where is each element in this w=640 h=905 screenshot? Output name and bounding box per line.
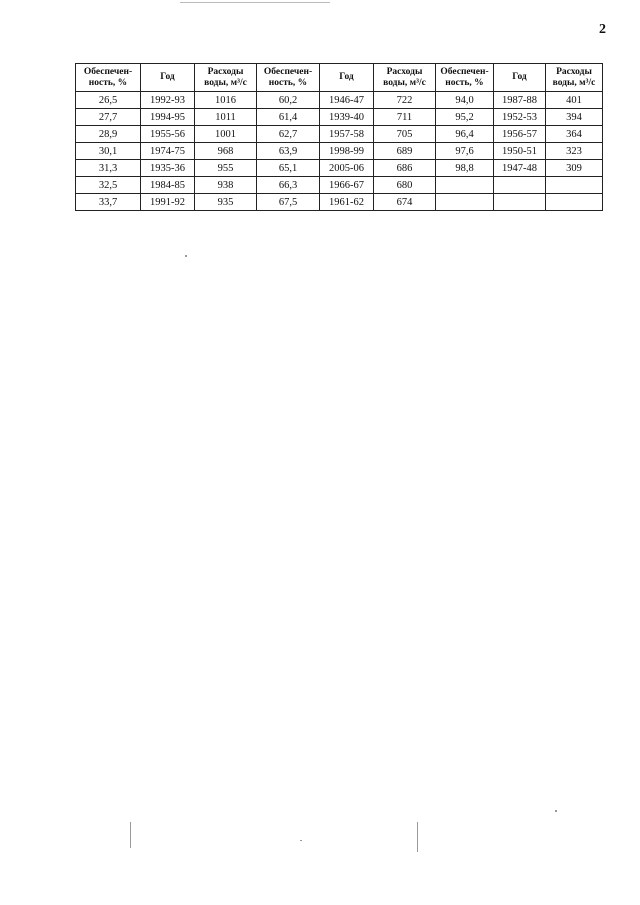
table-cell: 689 [374, 143, 436, 160]
table-cell: 968 [195, 143, 257, 160]
table-cell: 67,5 [257, 194, 320, 211]
column-header [195, 64, 257, 92]
table-cell: 680 [374, 177, 436, 194]
table-row [76, 126, 603, 143]
table-row [76, 109, 603, 126]
column-header [436, 64, 494, 92]
table-cell: 26,5 [76, 92, 141, 109]
table-cell: 95,2 [436, 109, 494, 126]
page-number: 2 [599, 22, 606, 37]
table-cell: 60,2 [257, 92, 320, 109]
table-cell: 66,3 [257, 177, 320, 194]
table-cell: 28,9 [76, 126, 141, 143]
table-cell: 935 [195, 194, 257, 211]
scan-speck [300, 840, 302, 841]
column-header-line1: Расходы [556, 66, 592, 77]
column-header [320, 64, 374, 92]
table-cell: 98,8 [436, 160, 494, 177]
column-header-line1: Год [339, 72, 354, 82]
table-cell [436, 177, 494, 194]
table-cell: 323 [546, 143, 603, 160]
column-header [374, 64, 436, 92]
table-cell: 394 [546, 109, 603, 126]
column-header [76, 64, 141, 92]
column-header-line1: Год [160, 72, 175, 82]
table-cell: 1011 [195, 109, 257, 126]
table-cell: 1961-62 [320, 194, 374, 211]
table-cell: 1956-57 [494, 126, 546, 143]
table-cell: 1994-95 [141, 109, 195, 126]
table-cell: 30,1 [76, 143, 141, 160]
table-cell: 1984-85 [141, 177, 195, 194]
table-cell: 94,0 [436, 92, 494, 109]
flow-table [75, 63, 603, 211]
table-cell: 1947-48 [494, 160, 546, 177]
table-cell: 711 [374, 109, 436, 126]
column-header [494, 64, 546, 92]
column-header-line1: Год [512, 72, 527, 82]
table-cell: 309 [546, 160, 603, 177]
column-header-line2: ность, % [445, 77, 484, 88]
table-cell: 1991-92 [141, 194, 195, 211]
table-row [76, 177, 603, 194]
column-header-line2: ность, % [88, 77, 128, 88]
table-cell [546, 177, 603, 194]
column-header-line1: Обеспечен- [440, 66, 489, 77]
table-cell: 1987-88 [494, 92, 546, 109]
column-header-line1: Расходы [207, 66, 244, 77]
scan-speck [555, 810, 557, 812]
table-cell: 1952-53 [494, 109, 546, 126]
table-cell [494, 194, 546, 211]
column-header-line1: Расходы [386, 66, 423, 77]
table-cell: 96,4 [436, 126, 494, 143]
table-row [76, 160, 603, 177]
table-cell: 32,5 [76, 177, 141, 194]
table-cell: 1935-36 [141, 160, 195, 177]
column-header [141, 64, 195, 92]
table-cell: 61,4 [257, 109, 320, 126]
table-row [76, 92, 603, 109]
table-cell: 1966-67 [320, 177, 374, 194]
column-header [546, 64, 603, 92]
scan-speck [417, 822, 418, 852]
table-cell: 2005-06 [320, 160, 374, 177]
table-cell: 1001 [195, 126, 257, 143]
table-row [76, 194, 603, 211]
table-cell: 705 [374, 126, 436, 143]
table-cell [494, 177, 546, 194]
table-cell: 1992-93 [141, 92, 195, 109]
column-header-line2: воды, м³/с [383, 77, 426, 88]
table-cell: 1939-40 [320, 109, 374, 126]
table-row [76, 143, 603, 160]
table-cell: 364 [546, 126, 603, 143]
column-header-line2: ность, % [268, 77, 308, 88]
table-cell: 1974-75 [141, 143, 195, 160]
table-cell [546, 194, 603, 211]
table-cell: 62,7 [257, 126, 320, 143]
column-header-line2: воды, м³/с [204, 77, 247, 88]
table-cell: 686 [374, 160, 436, 177]
top-rule [180, 2, 330, 3]
table-header-row [76, 64, 603, 92]
table-cell: 33,7 [76, 194, 141, 211]
table-cell: 955 [195, 160, 257, 177]
table-cell: 65,1 [257, 160, 320, 177]
scan-speck [130, 822, 131, 848]
table-cell: 1998-99 [320, 143, 374, 160]
table-body [76, 92, 603, 211]
table-cell [436, 194, 494, 211]
table-cell: 1016 [195, 92, 257, 109]
table-cell: 1957-58 [320, 126, 374, 143]
table-cell: 1950-51 [494, 143, 546, 160]
column-header-line1: Обеспечен- [263, 66, 313, 77]
table-cell: 674 [374, 194, 436, 211]
table-cell: 27,7 [76, 109, 141, 126]
table-cell: 63,9 [257, 143, 320, 160]
scan-speck [185, 255, 187, 257]
column-header [257, 64, 320, 92]
table-cell: 401 [546, 92, 603, 109]
column-header-line1: Обеспечен- [83, 66, 133, 77]
table-cell: 31,3 [76, 160, 141, 177]
table-cell: 1955-56 [141, 126, 195, 143]
table-cell: 722 [374, 92, 436, 109]
table-cell: 938 [195, 177, 257, 194]
table-cell: 97,6 [436, 143, 494, 160]
column-header-line2: воды, м³/с [552, 77, 596, 88]
table-cell: 1946-47 [320, 92, 374, 109]
